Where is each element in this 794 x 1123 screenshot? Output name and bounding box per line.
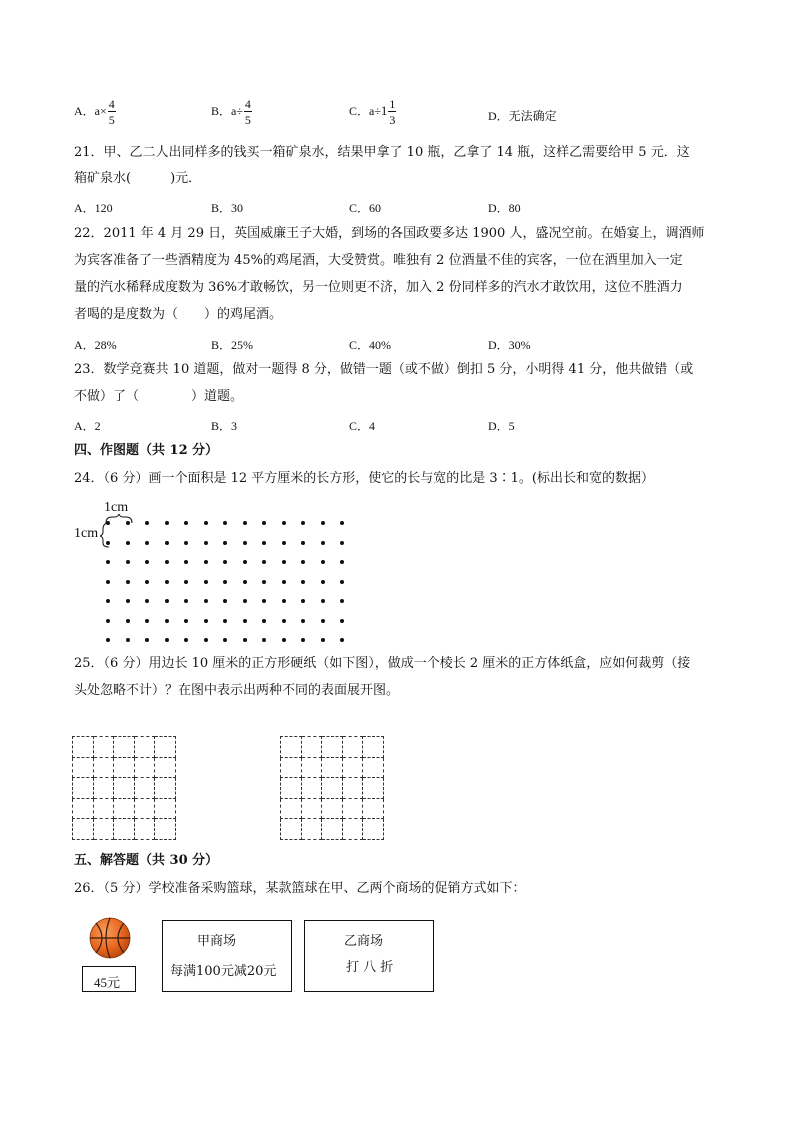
grid-dot [204, 541, 208, 545]
grid-dot [106, 599, 110, 603]
grid-dot [145, 599, 149, 603]
grid-dot [243, 599, 247, 603]
grid-dot [223, 619, 227, 623]
grid-dot [282, 638, 286, 642]
grid-dot [340, 599, 344, 603]
grid-dot [243, 560, 247, 564]
grid-dot [282, 619, 286, 623]
grid-dot [301, 638, 305, 642]
grid-dot [145, 521, 149, 525]
q22-option-b: B．25% [211, 338, 254, 352]
q23-option-a: A．2 [74, 419, 101, 433]
grid-dot [321, 560, 325, 564]
grid-dot [340, 521, 344, 525]
store-b-promo: 打 八 折 [346, 960, 394, 975]
grid-dot [223, 560, 227, 564]
grid-dot [126, 638, 130, 642]
grid-dot [145, 638, 149, 642]
q26-text: 26．（5 分）学校准备采购篮球，某款篮球在甲、乙两个商场的促销方式如下： [74, 881, 526, 896]
q20-option-b: B．a÷ $\frac{4}{5}$ [211, 97, 251, 127]
grid-dot [106, 560, 110, 564]
grid-dot [204, 619, 208, 623]
grid-dot [282, 541, 286, 545]
grid-dot [223, 580, 227, 584]
grid-dot [223, 599, 227, 603]
q24-label-vertical: 1cm [74, 526, 99, 541]
grid-dot [184, 521, 188, 525]
grid-dot [165, 638, 169, 642]
price-label: 45元 [94, 975, 121, 990]
grid-dot [106, 541, 110, 545]
q23-option-b: B．3 [211, 419, 238, 433]
grid-dot [262, 599, 266, 603]
grid-dot [262, 521, 266, 525]
section-5-heading: 五、解答题（共 30 分） [74, 853, 219, 868]
grid-dot [262, 560, 266, 564]
grid-dot [184, 560, 188, 564]
q21-option-b: B．30 [211, 201, 244, 215]
grid-dot [145, 560, 149, 564]
grid-dot [262, 638, 266, 642]
grid-dot [301, 521, 305, 525]
grid-dot [301, 560, 305, 564]
q20-option-a: A．a× $\frac{4}{5}$ [74, 97, 115, 127]
grid-dot [106, 521, 110, 525]
q21-option-c: C．60 [349, 201, 382, 215]
basketball-icon [88, 916, 132, 960]
grid-dot [184, 638, 188, 642]
grid-dot [262, 580, 266, 584]
q20-option-d: D．无法确定 [488, 109, 557, 123]
grid-dot [262, 619, 266, 623]
grid-dot [184, 619, 188, 623]
q25-line1: 25．（6 分）用边长 10 厘米的正方形硬纸（如下图），做成一个棱长 2 厘米的正方体纸盒，应如何裁剪（接 [74, 656, 691, 671]
grid-dot [184, 541, 188, 545]
store-a-promo: 每满100元减20元 [170, 964, 277, 979]
grid-dot [106, 619, 110, 623]
q23-line1: 23．数学竞赛共 10 道题，做对一题得 8 分，做错一题（或不做）倒扣 5 分，小明得 41 分，他共做错（或 [74, 362, 694, 377]
grid-dot [282, 599, 286, 603]
grid-dot [321, 521, 325, 525]
q23-line2: 不做）了（ ）道题。 [74, 389, 244, 404]
grid-dot [204, 599, 208, 603]
grid-dot [243, 638, 247, 642]
q22-line3: 量的汽水稀释成度数为 36%才敢畅饮，另一位则更不济，加入 2 份同样多的汽水才敢饮用，这位不胜酒力 [74, 280, 683, 295]
grid-dot [165, 580, 169, 584]
grid-dot [243, 541, 247, 545]
grid-dot [340, 638, 344, 642]
grid-dot [204, 638, 208, 642]
grid-dot [282, 521, 286, 525]
section-4-heading: 四、作图题（共 12 分） [74, 443, 219, 458]
grid-dot [340, 560, 344, 564]
q21-line1: 21．甲、乙二人出同样多的钱买一箱矿泉水，结果甲拿了 10 瓶，乙拿了 14 瓶，这样乙需要给甲 5 元．这 [74, 145, 690, 160]
grid-dot [321, 541, 325, 545]
grid-dot [340, 580, 344, 584]
grid-dot [165, 521, 169, 525]
grid-dot [204, 521, 208, 525]
grid-dot [243, 619, 247, 623]
q22-option-d: D．30% [488, 338, 531, 352]
q25-line2: 头处忽略不计）？在图中表示出两种不同的表面展开图。 [74, 683, 400, 698]
q21-line2: 箱矿泉水( )元． [74, 171, 202, 186]
grid-dot [204, 560, 208, 564]
store-b-title: 乙商场 [344, 934, 384, 949]
grid-dot [165, 599, 169, 603]
q24-vertical-brace [100, 521, 110, 549]
grid-dot [223, 521, 227, 525]
q23-option-d: D．5 [488, 419, 515, 433]
grid-dot [301, 541, 305, 545]
q22-option-a: A．28% [74, 338, 117, 352]
grid-dot [165, 619, 169, 623]
grid-dot [126, 619, 130, 623]
grid-dot [243, 521, 247, 525]
grid-dot [321, 580, 325, 584]
q21-option-a: A．120 [74, 201, 113, 215]
q22-line4: 者喝的是度数为（ ）的鸡尾酒。 [74, 307, 283, 322]
grid-dot [321, 619, 325, 623]
q22-option-c: C．40% [349, 338, 392, 352]
grid-dot [340, 541, 344, 545]
grid-dot [126, 580, 130, 584]
grid-dot [262, 541, 266, 545]
grid-dot [321, 599, 325, 603]
grid-dot [145, 541, 149, 545]
grid-dot [165, 541, 169, 545]
grid-dot [282, 580, 286, 584]
grid-dot [321, 638, 325, 642]
grid-dot [301, 599, 305, 603]
grid-dot [106, 580, 110, 584]
q22-line1: 22．2011 年 4 月 29 日，英国威廉王子大婚，到场的各国政要多达 1900 人，盛况空前。在婚宴上，调酒师 [74, 226, 705, 241]
grid-dot [184, 599, 188, 603]
q25-grid-left [72, 736, 176, 840]
grid-dot [126, 599, 130, 603]
grid-dot [340, 619, 344, 623]
q25-grid-right [280, 736, 384, 840]
q20-option-c: C．a÷1 $\frac{1}{3}$ [349, 97, 396, 127]
q24-label-horizontal: 1cm [104, 500, 129, 515]
q22-line2: 为宾客准备了一些酒精度为 45%的鸡尾酒，大受赞赏。唯独有 2 位酒量不佳的宾客，一位在酒里加入一定 [74, 253, 683, 268]
grid-dot [126, 521, 130, 525]
grid-dot [184, 580, 188, 584]
grid-dot [126, 560, 130, 564]
grid-dot [106, 638, 110, 642]
grid-dot [223, 541, 227, 545]
grid-dot [165, 560, 169, 564]
grid-dot [145, 580, 149, 584]
grid-dot [243, 580, 247, 584]
grid-dot [301, 580, 305, 584]
grid-dot [301, 619, 305, 623]
grid-dot [223, 638, 227, 642]
q23-option-c: C．4 [349, 419, 376, 433]
store-a-title: 甲商场 [197, 934, 237, 949]
grid-dot [282, 560, 286, 564]
grid-dot [204, 580, 208, 584]
grid-dot [126, 541, 130, 545]
grid-dot [145, 619, 149, 623]
q21-option-d: D．80 [488, 201, 521, 215]
q24-text: 24．（6 分）画一个面积是 12 平方厘米的长方形，使它的长与宽的比是 3∶1。(标出长和宽的数据） [74, 471, 654, 486]
